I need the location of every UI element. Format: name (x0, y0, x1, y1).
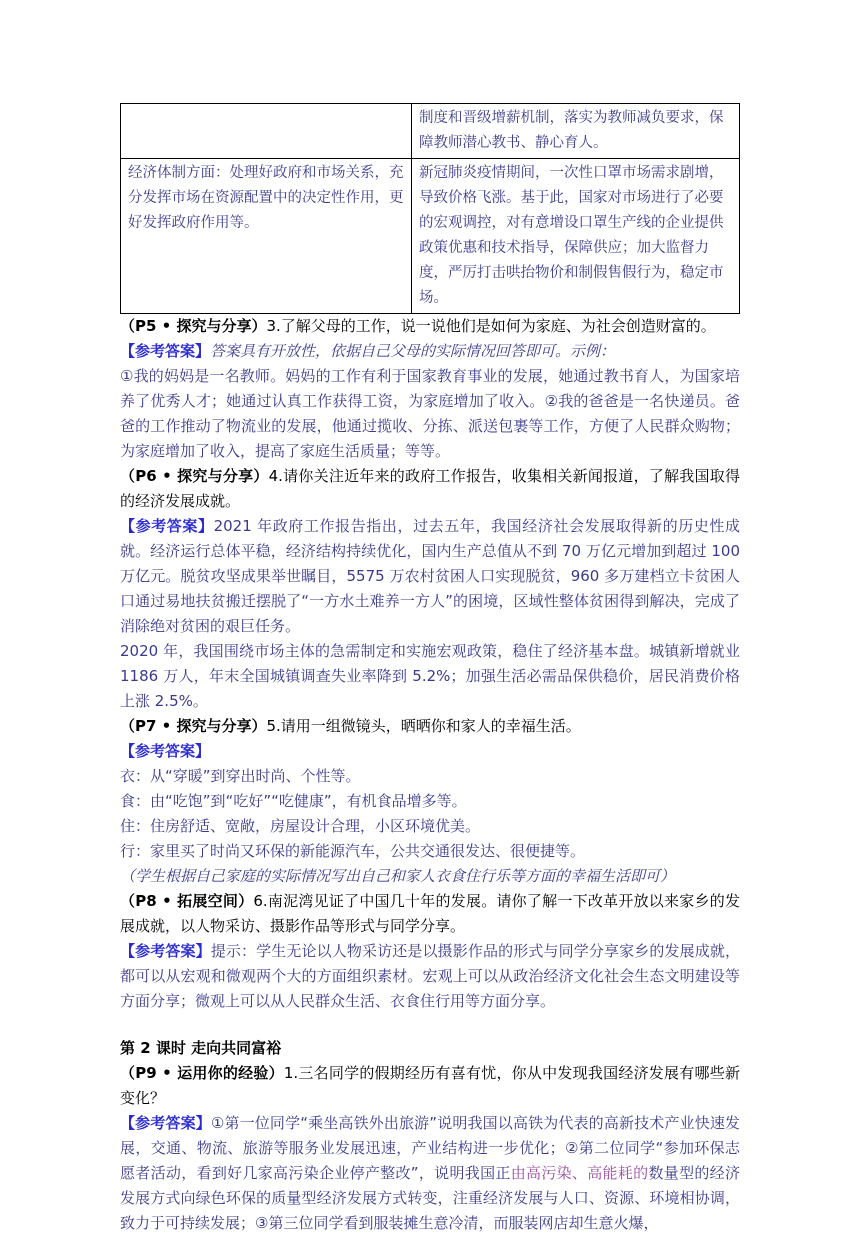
question-5 (120, 714, 740, 739)
question-4 (120, 464, 740, 514)
question-tag: （P8 • 拓展空间） (120, 892, 254, 910)
answer-note: （学生根据自己家庭的实际情况写出自己和家人衣食住行乐等方面的幸福生活即可） (120, 867, 676, 885)
list-item: 食：由“吃饱”到“吃好”“吃健康”，有机食品增多等。 (120, 792, 467, 810)
table-cell: 新冠肺炎疫情期间，一次性口罩市场需求剧增，导致价格飞涨。基于此，国家对市场进行了必要的宏观调控，对有意增设口罩生产线的企业提供政策优惠和技术指导，保障供应；加大监督力度，严厉打击哄抬物价和制假售假行为，稳定市场。 (412, 159, 740, 314)
question-text: 1.三名同学的假期经历有喜有忧，你从中发现我国经济发展有哪些新变化？ (120, 1064, 740, 1107)
question-6 (120, 889, 740, 939)
table-cell: 制度和晋级增薪机制，落实为教师减负要求，保障教师潜心教书、静心育人。 (412, 104, 740, 159)
answer-6 (120, 939, 740, 1014)
answer-label: 【参考答案】 (120, 342, 211, 360)
table-row (121, 159, 740, 314)
lesson-title: 第 2 课时 走向共同富裕 (120, 1039, 282, 1057)
question-tag: （P9 • 运用你的经验） (120, 1064, 284, 1082)
answer-paragraph: 数量型的经济发展方式向绿色环保的质量型经济发展方式转变，注重经济发展与人口、资源、环境相协调，致力于可持续发展；③第三位同学看到服装摊生意冷清，而服装网店却生意火爆， (120, 1164, 740, 1232)
answer-label: 【参考答案】 (120, 942, 211, 960)
answer-paragraph: 2020 年，我国围绕市场主体的急需制定和实施宏观政策，稳住了经济基本盘。城镇新增就业 1186 万人，年末全国城镇调查失业率降到 5.2%；加强生活必需品保供稳价，居民消费价格上涨 2.5%。 (120, 642, 740, 710)
comparison-table (120, 103, 740, 314)
question-text: 5.请用一组微镜头，晒晒你和家人的幸福生活。 (266, 717, 581, 735)
question-text: 6.南泥湾见证了中国几十年的发展。请你了解一下改革开放以来家乡的发展成就，以人物采访、摄影作品等形式与同学分享。 (120, 892, 740, 935)
answer-3-body: ①我的妈妈是一名教师。妈妈的工作有利于国家教育事业的发展，她通过教书育人，为国家培养了优秀人才；她通过认真工作获得工资，为家庭增加了收入。②我的爸爸是一名快递员。爸爸的工作推动了物流业的发展，他通过揽收、分拣、派送包裹等工作，方便了人民群众购物；为家庭增加了收入，提高了家庭生活质量；等等。 (120, 367, 740, 460)
answer-label: 【参考答案】 (120, 517, 214, 535)
table-cell: 经济体制方面：处理好政府和市场关系，充分发挥市场在资源配置中的决定性作用，更好发挥政府作用等。 (121, 159, 412, 314)
question-1 (120, 1061, 740, 1111)
answer-paragraph: 提示：学生无论以人物采访还是以摄影作品的形式与同学分享家乡的发展成就，都可以从宏观和微观两个大的方面组织素材。宏观上可以从政治经济文化社会生态文明建设等方面分享；微观上可以从人民群众生活、衣食住行用等方面分享。 (120, 942, 740, 1010)
question-text: 3.了解父母的工作，说一说他们是如何为家庭、为社会创造财富的。 (266, 317, 716, 335)
answer-5 (120, 739, 740, 764)
question-3 (120, 314, 740, 339)
question-tag: （P6 • 探究与分享） (120, 467, 269, 485)
question-tag: （P5 • 探究与分享） (120, 317, 267, 335)
answer-paragraph: ①第一位同学“乘坐高铁外出旅游”说明我国以高铁为代表的高新技术产业快速发展，交通、物流、旅游等服务业发展迅速，产业结构进一步优化；②第二位同学“参加环保志愿者活动，看到好几家高污染企业停产整改”，说明我国正 (120, 1114, 740, 1182)
answer-3 (120, 339, 740, 364)
highlighted-text: 由高污染、高能耗的 (510, 1164, 649, 1182)
document-content (120, 0, 740, 1236)
table-cell (121, 104, 412, 159)
list-item: 衣：从“穿暖”到穿出时尚、个性等。 (120, 767, 361, 785)
answer-paragraph: 2021 年政府工作报告指出，过去五年，我国经济社会发展取得新的历史性成就。经济运行总体平稳，经济结构持续优化，国内生产总值从不到 70 万亿元增加到超过 100 万亿元。脱贫攻坚成果举世瞩目，5575 万农村贫困人口实现脱贫，960 多万建档立卡贫困人口通过易地扶贫搬迁摆脱了“一方水土难养一方人”的困境，区域性整体贫困得到解决，完成了消除绝对贫困的艰巨任务。 (120, 517, 740, 635)
list-item: 住：住房舒适、宽敞，房屋设计合理，小区环境优美。 (120, 817, 481, 835)
answer-label: 【参考答案】 (120, 1114, 211, 1132)
answer-label: 【参考答案】 (120, 742, 211, 760)
question-text: 4.请你关注近年来的政府工作报告，收集相关新闻报道，了解我国取得的经济发展成就。 (120, 467, 740, 510)
table-row (121, 104, 740, 159)
answer-intro: 答案具有开放性，依据自己父母的实际情况回答即可。示例： (210, 342, 616, 360)
list-item: 行：家里买了时尚又环保的新能源汽车，公共交通很发达、很便捷等。 (120, 842, 586, 860)
answer-4 (120, 514, 740, 639)
question-tag: （P7 • 探究与分享） (120, 717, 267, 735)
answer-1 (120, 1111, 740, 1236)
